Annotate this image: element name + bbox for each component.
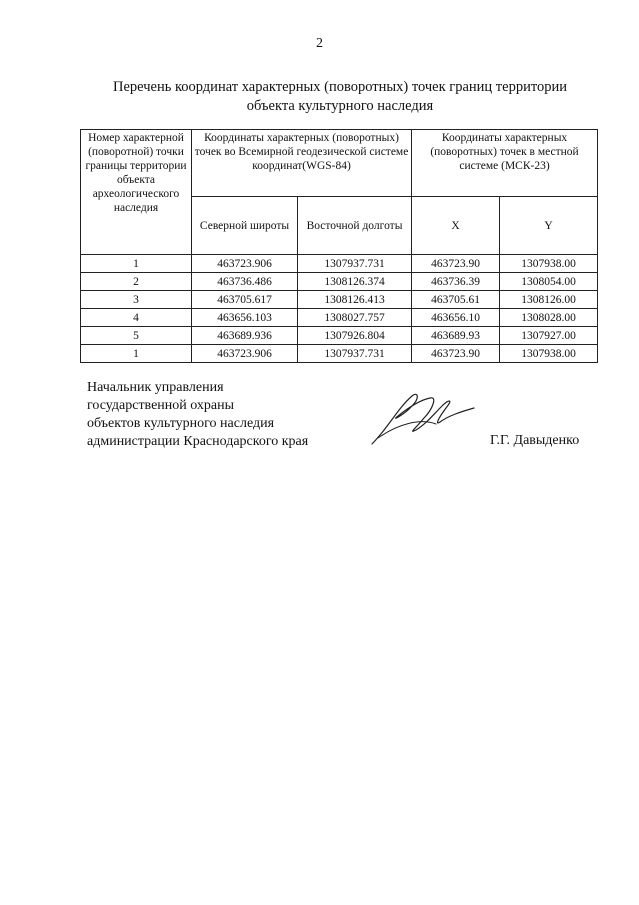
signatory-line-4: администрации Краснодарского края — [87, 434, 309, 449]
cell-y: 1307938.00 — [500, 345, 598, 363]
cell-lon: 1308126.374 — [298, 273, 412, 291]
cell-x: 463723.90 — [412, 255, 500, 273]
table-row — [81, 345, 598, 363]
header-wgs-group: Координаты характерных (поворотных) точек во Всемирной геодезической системе координат(WGS-84) — [192, 130, 412, 197]
header-north: Северной широты — [192, 197, 298, 255]
header-local-group: Координаты характерных (поворотных) точек в местной системе (МСК-23) — [412, 130, 598, 197]
cell-x: 463705.61 — [412, 291, 500, 309]
cell-x: 463689.93 — [412, 327, 500, 345]
header-east: Восточной долготы — [298, 197, 412, 255]
cell-lat: 463656.103 — [192, 309, 298, 327]
cell-x: 463723.90 — [412, 345, 500, 363]
cell-n: 3 — [81, 291, 192, 309]
cell-lon: 1308027.757 — [298, 309, 412, 327]
document-title — [70, 78, 610, 116]
cell-lon: 1307937.731 — [298, 345, 412, 363]
cell-lon: 1308126.413 — [298, 291, 412, 309]
signatory-line-1: Начальник управления — [87, 380, 224, 395]
header-point-number: Номер характерной (поворотной) точки границы территории объекта археологического наследия — [81, 130, 192, 255]
header-x: X — [412, 197, 500, 255]
table-row — [81, 327, 598, 345]
cell-x: 463736.39 — [412, 273, 500, 291]
cell-lat: 463723.906 — [192, 345, 298, 363]
cell-lat: 463723.906 — [192, 255, 298, 273]
cell-lat: 463689.936 — [192, 327, 298, 345]
cell-lat: 463736.486 — [192, 273, 298, 291]
cell-y: 1308054.00 — [500, 273, 598, 291]
signatory-line-2: государственной охраны — [87, 398, 235, 413]
cell-y: 1307938.00 — [500, 255, 598, 273]
signatory-name: Г.Г. Давыденко — [490, 433, 580, 448]
cell-y: 1308028.00 — [500, 309, 598, 327]
handwritten-signature — [368, 388, 478, 448]
cell-n: 1 — [81, 345, 192, 363]
cell-n: 5 — [81, 327, 192, 345]
table-row — [81, 255, 598, 273]
coordinates-table — [80, 129, 598, 363]
cell-lon: 1307937.731 — [298, 255, 412, 273]
table-row — [81, 309, 598, 327]
cell-lat: 463705.617 — [192, 291, 298, 309]
cell-lon: 1307926.804 — [298, 327, 412, 345]
cell-n: 2 — [81, 273, 192, 291]
title-line-1: Перечень координат характерных (поворотных) точек границ территории — [112, 79, 568, 95]
page-number: 2 — [316, 36, 323, 51]
cell-x: 463656.10 — [412, 309, 500, 327]
signatory-title — [87, 379, 308, 451]
signatory-line-3: объектов культурного наследия — [87, 416, 275, 431]
cell-n: 1 — [81, 255, 192, 273]
cell-y: 1308126.00 — [500, 291, 598, 309]
header-y: Y — [500, 197, 598, 255]
cell-n: 4 — [81, 309, 192, 327]
table-row — [81, 273, 598, 291]
cell-y: 1307927.00 — [500, 327, 598, 345]
title-line-2: объекта культурного наследия — [246, 98, 434, 114]
table-row — [81, 291, 598, 309]
